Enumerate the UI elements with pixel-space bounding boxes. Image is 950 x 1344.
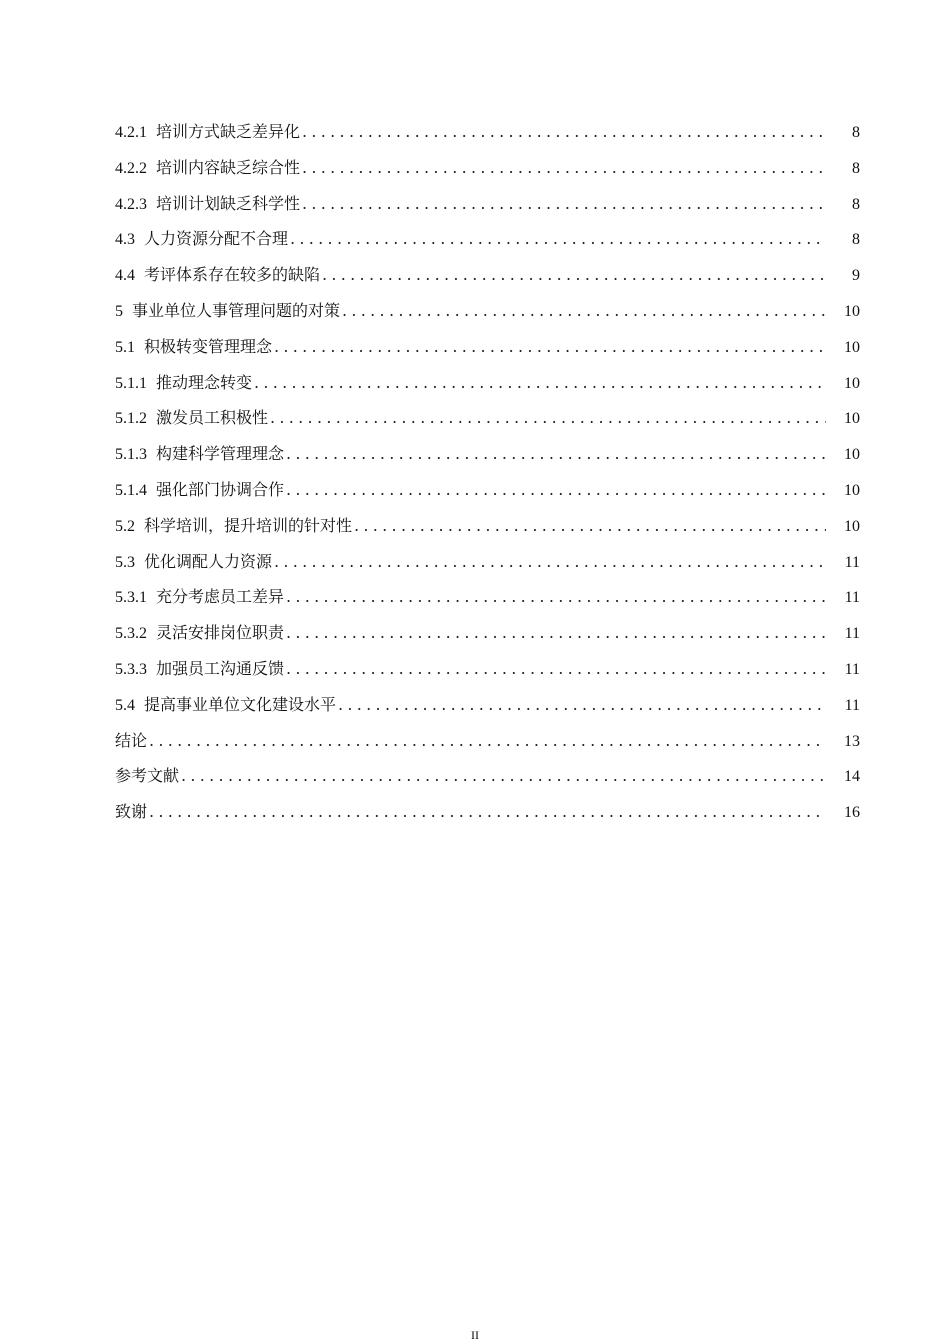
table-of-contents — [115, 114, 860, 830]
toc-page-number: 8 — [852, 124, 860, 141]
toc-title: 培训内容缺乏综合性 — [156, 157, 301, 177]
toc-entry[interactable] — [115, 723, 860, 759]
page-footer-number: II — [471, 1328, 479, 1342]
toc-leader-dots — [284, 579, 826, 615]
toc-page-number: 9 — [852, 267, 860, 285]
toc-page-number: 14 — [844, 768, 860, 786]
toc-title: 积极转变管理理念 — [144, 336, 273, 356]
toc-leader-dots — [352, 508, 826, 544]
toc-leader-dots — [300, 186, 826, 222]
toc-page-number: 10 — [844, 374, 860, 392]
toc-leader-dots — [284, 436, 826, 472]
toc-leader-dots — [179, 758, 826, 794]
toc-title: 提高事业单位文化建设水平 — [144, 694, 337, 714]
toc-title: 科学培训，提升培训的针对性 — [144, 515, 353, 535]
toc-leader-dots — [284, 472, 826, 508]
toc-entry[interactable] — [115, 329, 860, 365]
toc-page-number: 11 — [844, 589, 860, 607]
toc-title: 结论 — [115, 730, 148, 750]
toc-entry[interactable] — [115, 400, 860, 436]
toc-page-number: 11 — [844, 625, 860, 643]
toc-page-number: 16 — [844, 804, 860, 822]
toc-leader-dots — [268, 400, 826, 436]
toc-leader-dots — [336, 687, 826, 723]
toc-section-number: 5.1.4 — [115, 481, 147, 499]
toc-page-number: 11 — [844, 553, 860, 571]
toc-entry[interactable] — [115, 186, 860, 222]
toc-section-number: 4.3 — [115, 231, 135, 249]
toc-entry[interactable] — [115, 794, 860, 830]
toc-section-number: 5.1.2 — [115, 410, 147, 428]
toc-leader-dots — [272, 329, 826, 365]
toc-page-number: 10 — [844, 410, 860, 428]
toc-page-number: 10 — [844, 517, 860, 535]
toc-leader-dots — [288, 221, 826, 257]
toc-page-number: 11 — [844, 696, 860, 714]
toc-entry[interactable] — [115, 615, 860, 651]
toc-title: 人力资源分配不合理 — [144, 229, 289, 249]
toc-entry[interactable] — [115, 114, 860, 150]
toc-entry[interactable] — [115, 365, 860, 401]
toc-section-number: 4.2.1 — [115, 124, 147, 141]
toc-page-number: 10 — [844, 338, 860, 356]
toc-section-number: 5.3 — [115, 553, 135, 571]
toc-section-number: 5 — [115, 302, 123, 320]
toc-title: 考评体系存在较多的缺陷 — [144, 265, 321, 285]
toc-page-number: 10 — [844, 481, 860, 499]
toc-leader-dots — [272, 544, 826, 580]
toc-section-number: 4.2.3 — [115, 195, 147, 213]
toc-entry[interactable] — [115, 293, 860, 329]
toc-entry[interactable] — [115, 508, 860, 544]
toc-section-number: 5.3.2 — [115, 625, 147, 643]
toc-leader-dots — [147, 794, 826, 830]
toc-entry[interactable] — [115, 472, 860, 508]
toc-page-number: 13 — [844, 732, 860, 750]
toc-leader-dots — [284, 615, 826, 651]
toc-page-number: 10 — [844, 302, 860, 320]
toc-title: 激发员工积极性 — [156, 408, 269, 428]
toc-title: 充分考虑员工差异 — [156, 587, 285, 607]
toc-section-number: 5.1 — [115, 338, 135, 356]
toc-section-number: 5.3.3 — [115, 660, 147, 678]
toc-page-number: 10 — [844, 446, 860, 464]
toc-section-number: 4.2.2 — [115, 159, 147, 177]
toc-entry[interactable] — [115, 436, 860, 472]
toc-entry[interactable] — [115, 544, 860, 580]
toc-page-number: 8 — [852, 195, 860, 213]
toc-leader-dots — [300, 150, 826, 186]
toc-section-number: 5.2 — [115, 517, 135, 535]
toc-title: 培训方式缺乏差异化 — [156, 122, 301, 141]
toc-entry[interactable] — [115, 651, 860, 687]
toc-title: 推动理念转变 — [156, 372, 253, 392]
toc-section-number: 5.1.1 — [115, 374, 147, 392]
toc-page-number: 11 — [844, 660, 860, 678]
toc-leader-dots — [147, 723, 826, 759]
toc-entry[interactable] — [115, 758, 860, 794]
toc-page-number: 8 — [852, 231, 860, 249]
toc-leader-dots — [300, 114, 826, 150]
toc-title: 加强员工沟通反馈 — [156, 658, 285, 678]
toc-title: 强化部门协调合作 — [156, 479, 285, 499]
toc-leader-dots — [340, 293, 826, 329]
toc-leader-dots — [252, 365, 826, 401]
toc-title: 构建科学管理理念 — [156, 444, 285, 464]
toc-title: 优化调配人力资源 — [144, 551, 273, 571]
toc-title: 参考文献 — [115, 766, 180, 786]
toc-title: 事业单位人事管理问题的对策 — [132, 300, 341, 320]
toc-page-number: 8 — [852, 159, 860, 177]
toc-entry[interactable] — [115, 687, 860, 723]
toc-section-number: 5.1.3 — [115, 446, 147, 464]
toc-section-number: 5.3.1 — [115, 589, 147, 607]
toc-entry[interactable] — [115, 150, 860, 186]
toc-section-number: 5.4 — [115, 696, 135, 714]
toc-title: 灵活安排岗位职责 — [156, 623, 285, 643]
toc-entry[interactable] — [115, 257, 860, 293]
toc-entry[interactable] — [115, 579, 860, 615]
toc-section-number: 4.4 — [115, 267, 135, 285]
toc-leader-dots — [320, 257, 826, 293]
toc-leader-dots — [284, 651, 826, 687]
toc-title: 致谢 — [115, 802, 148, 822]
toc-entry[interactable] — [115, 221, 860, 257]
toc-title: 培训计划缺乏科学性 — [156, 193, 301, 213]
